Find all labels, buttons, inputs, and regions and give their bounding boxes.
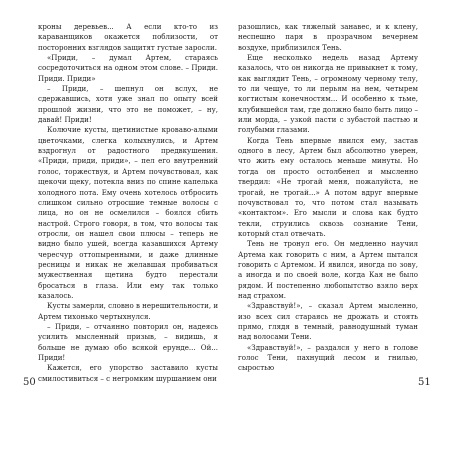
paragraph: – Приди, – шепнул он вслух, не сдержавшись, хотя уже знал по опыту всей прошлой жизни, что это не поможет, – ну, давай! Приди! <box>38 84 218 125</box>
page-number-left: 50 <box>23 377 36 388</box>
right-page <box>238 22 418 374</box>
left-page-text <box>38 22 218 384</box>
paragraph: «Приди, – думал Артем, стараясь сосредоточиться на одном этом слове. – Приди. Приди. Приди» <box>38 53 218 83</box>
page-number-right: 51 <box>418 377 431 388</box>
left-page <box>38 22 218 384</box>
paragraph: Тень не тронул его. Он медленно научил Артема как говорить с ним, а Артем пытался говорить с Артемом. И явился, иногда по зову, а иногда и по своей воле, когда Кая не было рядом. И постепенно любопытство взяло верх над страхом. <box>238 239 418 300</box>
paragraph: Кусты замерли, словно в нерешительности, и Артем тихонько чертыхнулся. <box>38 301 219 321</box>
paragraph: Колючие кусты, щетинистые кроваво-алыми цветочками, слегка колыхнулись, и Артем вздрогнул от радостного предвкушения. «Приди, приди, приди», – пел его внутренний голос, торжествуя, и Артем почувствовал, как щекочи щеку, потекла вниз по спине капелька холодного пота. Ему очень хотелось отбросить слишком сильно отросшие темные волосы с лица, но он не осмелился – боялся сбить настрой. Строго говоря, в том, что волосы так отросли, он нашел свои плюсы – теперь не видно было ушей, всегда казавшихся Артему чересчур оттопыренными, и даже длинные ресницы и никак не желавшая пробиваться мужественная щетина будто перестали бросаться в глаза. Или ему так только казалось. <box>38 125 218 300</box>
right-page-text <box>238 22 418 374</box>
paragraph: разошлись, как тяжелый занавес, и к клену, неспешно паря в прозрачном вечернем воздухе, приблизился Тень. <box>238 22 418 52</box>
paragraph: Когда Тень впервые явился ему, застав одного в лесу, Артем был абсолютно уверен, что жить ему осталось меньше минуты. Но тогда он просто остолбенел и мысленно твердил: «Не трогай меня, пожалуйста, не трогай, не трогай...» А потом вдруг впервые почувствовал то, что потом стал называть «контактом». Его мысли и слова как будто текли, струились сквозь сознание Тени, который стал отвечать. <box>238 135 418 238</box>
paragraph: – Приди, – отчаянно повторил он, надеясь усилить мысленный призыв, – видишь, я больше не думаю обо всякой ерунде... Ой... Приди! <box>38 321 218 362</box>
paragraph: «Здравствуй!», – сказал Артем мысленно, изо всех сил стараясь не дрожать и стоять прямо, глядя в темный, равнодушный туман над волосами Тени. <box>238 301 418 342</box>
paragraph: кроны деревьев... А если кто-то из караванщиков окажется поблизости, от посторонних взглядов защитят густые заросли. <box>38 22 218 52</box>
paragraph: Кажется, его упорство заставило кусты смилостивиться – с негромким шуршанием они <box>38 363 218 383</box>
paragraph: Еще несколько недель назад Артему казалось, что он никогда не привыкнет к тому, как выглядит Тень, – огромному черному телу, то ли чешуе, то ли перьям на нем, четырем когтистым конечностям... И особенно к тьме, клубившейся там, где должно было быть лицо – или морда, – узкой пасти с зубастой пастью и голубыми глазами. <box>238 53 418 135</box>
paragraph: «Здравствуй!», – раздался у него в голове голос Тени, пахнущий лесом и гнилью, сыростью <box>238 342 418 373</box>
